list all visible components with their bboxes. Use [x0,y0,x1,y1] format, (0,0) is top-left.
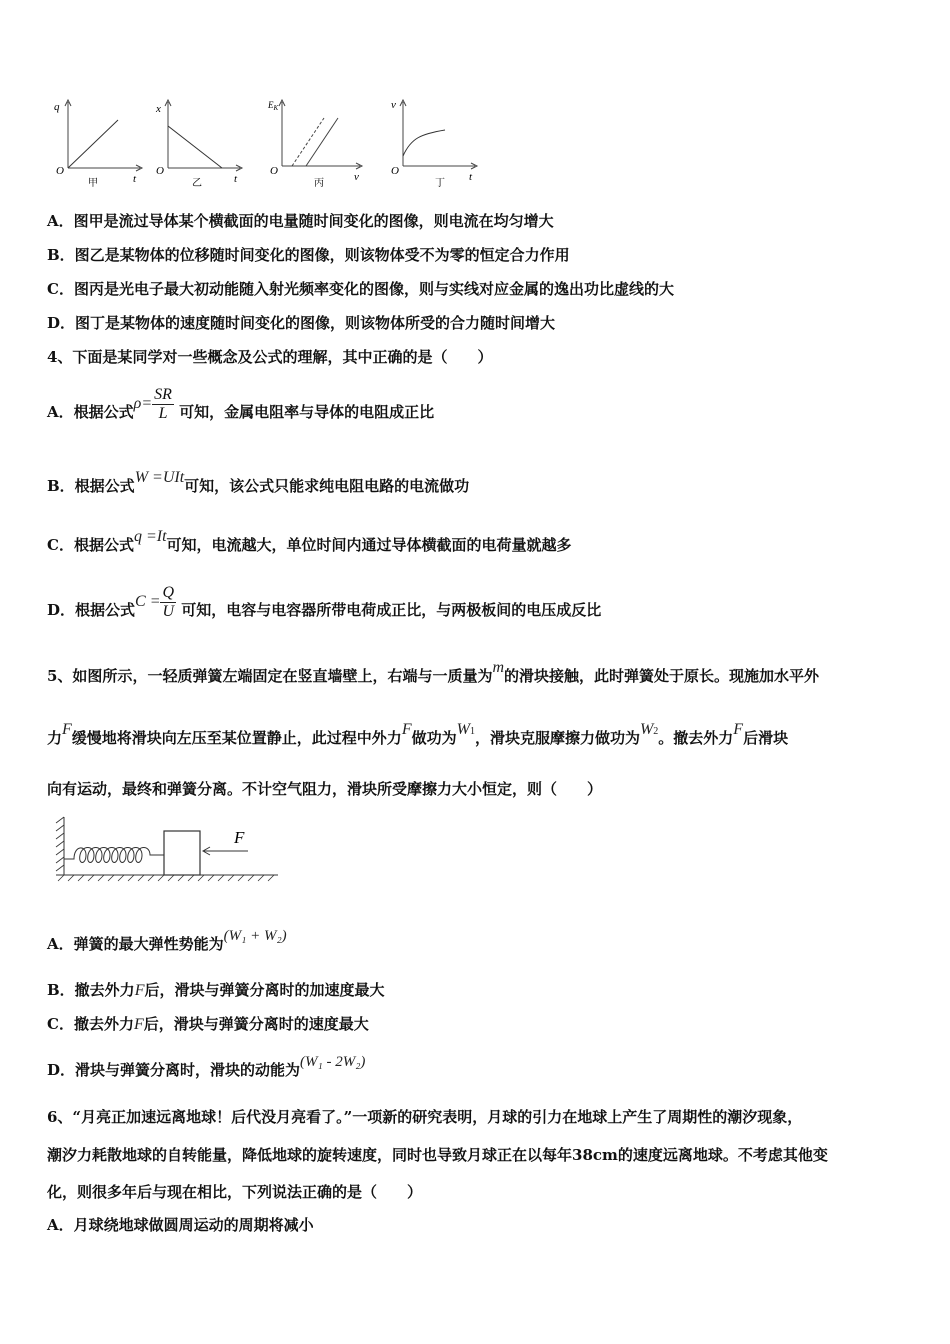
q5-option-d [47,1052,365,1089]
floor-hatching [58,875,274,881]
q5-l2-d: ，滑块克服摩擦力做功为 [474,729,640,747]
graph-bing-x: v [354,171,359,183]
q6-line-2: 潮汐力耗散地球的自转能量，降低地球的旋转速度，同时也导致月球正在以每年38cm的速度远离地球。不考虑其他变 [47,1146,828,1164]
graph-ding-y: v [391,99,396,111]
q5-line-3: 向有运动，最终和弹簧分离。不计空气阻力，滑块所受摩擦力大小恒定，则（ ） [47,780,603,798]
q5-mass-symbol: m [492,659,505,676]
q5-w1-sub: 1 [469,726,475,737]
q5-l2-b: 缓慢地将滑块向左压至某位置静止，此过程中外力 [71,729,402,747]
q5-a-expr: (W₁ + W₂) [223,928,287,944]
graph-jia-origin: O [56,165,64,177]
q3-option-c: C．图丙是光电子最大初动能随入射光频率变化的图像，则与实线对应金属的逸出功比虚线的大 [47,280,674,298]
graph-jia-y: q [54,101,60,113]
q5-c-b: 后，滑块与弹簧分离时的速度最大 [143,1015,369,1033]
graph-yi-y: x [156,103,161,115]
q5-line-2 [47,721,789,751]
q4-d-lhs: C = [135,593,161,610]
graph-ding-x: t [469,171,473,183]
q5-line-1 [47,659,820,687]
q5-option-b [47,980,384,1001]
graph-ding [385,96,485,188]
q5-b-b: 后，滑块与弹簧分离时的加速度最大 [144,981,385,999]
wall-hatching [56,817,64,871]
spring-coil [64,848,164,863]
spring-block-figure [52,815,282,885]
q4-a-prefix: A．根据公式 [47,403,134,421]
graph-ding-origin: O [391,165,399,177]
q4-stem: 4、下面是某同学对一些概念及公式的理解，其中正确的是（ ） [47,348,493,366]
graph-bing-caption: 丙 [314,178,324,188]
q4-a-num: SR [154,385,172,403]
graph-yi-x: t [234,173,238,185]
q5-l2-a: 力 [47,729,63,747]
q6-option-a: A．月球绕地球做圆周运动的周期将减小 [47,1216,314,1234]
q4-a-lhs: ρ= [133,395,153,412]
q4-option-a [47,385,435,433]
q5-w2-letter: W [639,721,654,738]
q5-a-text: A．弹簧的最大弹性势能为 [47,935,224,953]
graph-jia-x: t [133,173,137,185]
q5-c-force: F [133,1016,144,1033]
graph-ding-caption: 丁 [435,178,445,188]
graph-bing-y: $E_K$ [268,100,279,112]
q4-a-suffix: 可知，金属电阻率与导体的电阻成正比 [179,403,435,421]
q4-d-fraction [160,584,176,621]
q5-l2-f: 后滑块 [743,729,789,747]
q5-option-c [47,1014,369,1035]
graph-yi [150,96,250,188]
q5-force-symbol-3: F [733,721,744,738]
graph-bing-origin: O [270,165,278,177]
q4-b-prefix: B．根据公式 [47,477,135,495]
graph-jia [50,96,150,188]
q4-a-den: L [158,404,168,422]
graph-yi-origin: O [156,165,164,177]
q4-c-suffix: 可知，电流越大，单位时间内通过导体横截面的电荷量就越多 [166,536,572,554]
figure-force-label: F [234,828,245,847]
q4-option-c [47,527,572,564]
q3-option-b: B．图乙是某物体的位移随时间变化的图像，则该物体受不为零的恒定合力作用 [47,246,570,264]
q5-w2-sub: 2 [653,726,659,737]
q4-c-prefix: C．根据公式 [47,536,134,554]
q3-option-d: D．图丁是某物体的速度随时间变化的图像，则该物体所受的合力随时间增大 [47,314,556,332]
q4-c-formula: q =It [133,528,167,545]
q5-force-symbol-1: F [62,721,72,738]
q5-w2 [640,721,658,738]
q5-b-a: B．撤去外力 [47,981,135,999]
q5-d-text: D．滑块与弹簧分离时，滑块的动能为 [47,1061,301,1079]
q4-option-b [47,468,469,505]
q5-l1-a: 5、如图所示，一轻质弹簧左端固定在竖直墙壁上，右端与一质量为 [47,667,493,685]
q4-option-d [47,585,601,636]
graph-jia-caption: 甲 [88,178,98,188]
q5-l1-b: 的滑块接触，此时弹簧处于原长。现施加水平外 [504,667,820,685]
q4-d-suffix: 可知，电容与电容器所带电荷成正比，与两极板间的电压成反比 [181,601,602,619]
q5-l2-c: 做功为 [411,729,457,747]
q5-w1-letter: W [456,721,470,738]
q4-a-fraction [152,386,174,423]
q5-d-expr: (W₁ - 2W₂) [300,1054,366,1070]
q5-b-force: F [134,982,145,999]
q5-option-a [47,926,287,963]
q3-option-a: A．图甲是流过导体某个横截面的电量随时间变化的图像，则电流在均匀增大 [47,212,554,230]
q5-c-a: C．撤去外力 [47,1015,134,1033]
q4-b-formula: W =UIt [134,469,185,486]
q4-d-prefix: D．根据公式 [47,601,136,619]
q5-w1 [457,721,475,738]
slider-block [164,831,200,875]
q4-b-suffix: 可知，该公式只能求纯电阻电路的电流做功 [184,477,470,495]
q5-force-symbol-2: F [401,721,412,738]
q6-line-1: 6、“月亮正加速远离地球！后代没月亮看了。”一项新的研究表明，月球的引力在地球上产生了周期性的潮汐现象， [47,1108,803,1126]
q4-d-den: U [162,602,175,620]
graph-yi-caption: 乙 [192,178,202,188]
q4-d-num: Q [162,583,175,601]
graph-bing [262,96,372,188]
q5-l2-e: 。撤去外力 [658,729,734,747]
q6-line-3: 化，则很多年后与现在相比，下列说法正确的是（ ） [47,1183,423,1201]
